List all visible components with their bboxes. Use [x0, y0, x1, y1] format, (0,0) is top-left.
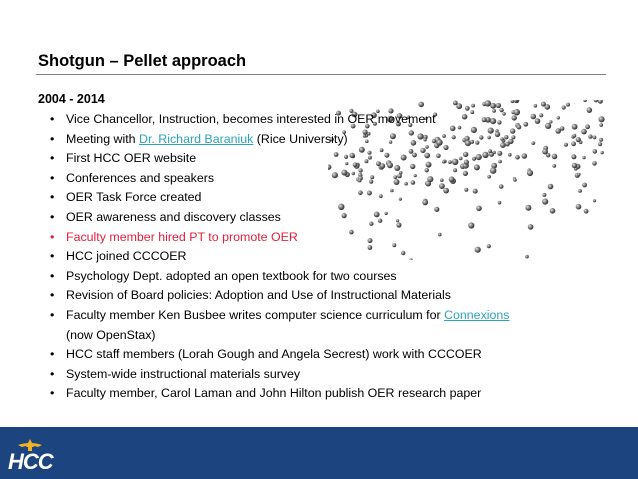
list-item: • Vice Chancellor, Instruction, becomes interested in OER movement	[50, 110, 610, 130]
hcc-logo-icon: HCC	[8, 437, 68, 475]
bullet-list	[50, 110, 610, 404]
list-item: • Meeting with Dr. Richard Baraniuk (Rice University)	[50, 130, 610, 150]
slide-title: Shotgun – Pellet approach	[38, 52, 247, 70]
connexions-link[interactable]: Connexions	[444, 307, 510, 322]
list-item: • Psychology Dept. adopted an open textbook for two courses	[50, 267, 610, 287]
list-item: • HCC staff members (Lorah Gough and Angela Secrest) work with CCCOER	[50, 345, 610, 365]
list-item: • OER Task Force created	[50, 188, 610, 208]
list-item: • First HCC OER website	[50, 149, 610, 169]
list-item: • Revision of Board policies: Adoption and Use of Instructional Materials	[50, 286, 610, 306]
baraniuk-link[interactable]: Dr. Richard Baraniuk	[139, 131, 254, 146]
list-item: • HCC joined CCCOER	[50, 247, 610, 267]
list-item-highlight: • Faculty member hired PT to promote OER	[50, 228, 610, 248]
list-item: • Faculty member Ken Busbee writes computer science curriculum for Connexions (now OpenStax)	[50, 306, 610, 345]
list-item: • Conferences and speakers	[50, 169, 610, 189]
list-item: • System-wide instructional materials survey	[50, 365, 610, 385]
date-range: 2004 - 2014	[38, 92, 105, 106]
list-item: • OER awareness and discovery classes	[50, 208, 610, 228]
title-divider	[36, 74, 606, 75]
footer-bar	[0, 427, 638, 479]
list-item: • Faculty member, Carol Laman and John Hilton publish OER research paper	[50, 384, 610, 404]
